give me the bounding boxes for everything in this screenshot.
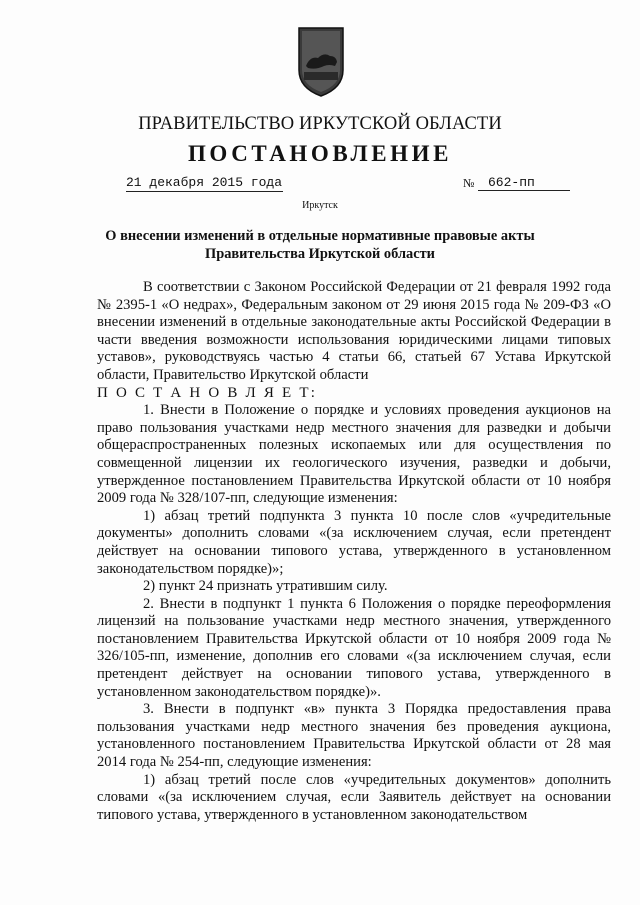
document-title: О внесении изменений в отдельные нормативные правовые акты Правительства Иркутской области	[105, 228, 535, 262]
paragraph: 3. Внести в подпункт «в» пункта 3 Порядка предоставления права пользования участками недр местного значения без проведения аукциона, установленного постановлением Правительства Иркутской области от 28 мая 2014 года № 254-пп, следующие изменения:	[97, 701, 611, 771]
document-type: ПОСТАНОВЛЕНИЕ	[187, 141, 453, 166]
preamble: В соответствии с Законом Российской Федерации от 21 февраля 1992 года № 2395-1 «О недрах», Федеральным законом от 29 июня 2015 года № 209-ФЗ «О внесении изменений в отдельные законодательные акты Российской Федерации в части введения возможности использования юридическими лицами типовых уставов», руководствуясь частью 4 статьи 66, статьей 67 Устава Иркутской области, Правительство Иркутской области	[97, 279, 611, 383]
coat-of-arms-icon	[296, 26, 346, 98]
paragraph: 2) пункт 24 признать утратившим силу.	[143, 578, 388, 595]
date-value: 21 декабря 2015 года	[126, 175, 283, 190]
city: Иркутск	[302, 200, 338, 211]
paragraph: 1) абзац третий после слов «учредительных документов» дополнить словами «(за исключением случая, если Заявитель действует на основании типового устава, утвержденного в установленном законодательством	[97, 771, 611, 823]
paragraph: 1) абзац третий подпункта 3 пункта 10 после слов «учредительные документы» дополнить словами «(за исключением случая, если претендент действует на основании типового устава, утвержденного в установленном законодательством порядке)»;	[97, 507, 611, 577]
document-number: 662-пп	[478, 175, 570, 191]
paragraph: 1. Внести в Положение о порядке и условиях проведения аукционов на право пользования участками недр местного значения для разведки и добычи общераспространенных полезных ископаемых или для осуществления по совмещенной лицензии их геологического изучения, разведки и добычи, утвержденное постановлением Правительства Иркутской области от 10 ноября 2009 года № 328/107-пп, следующие изменения:	[97, 402, 611, 507]
number-label: №	[463, 176, 475, 190]
document-body	[97, 279, 611, 824]
decree-word: П О С Т А Н О В Л Я Е Т:	[97, 384, 318, 401]
paragraph: 2. Внести в подпункт 1 пункта 6 Положения о порядке переоформления лицензий на пользование участками недр местного значения, утвержденного постановлением Правительства Иркутской области от 10 ноября 2009 года № 326/105-пп, изменение, дополнив его словами «(за исключением случая, если претендент действует на основании типового устава, утвержденного в установленном законодательством порядке)».	[97, 595, 611, 700]
government-name: ПРАВИТЕЛЬСТВО ИРКУТСКОЙ ОБЛАСТИ	[138, 114, 502, 134]
document-date	[126, 175, 283, 190]
